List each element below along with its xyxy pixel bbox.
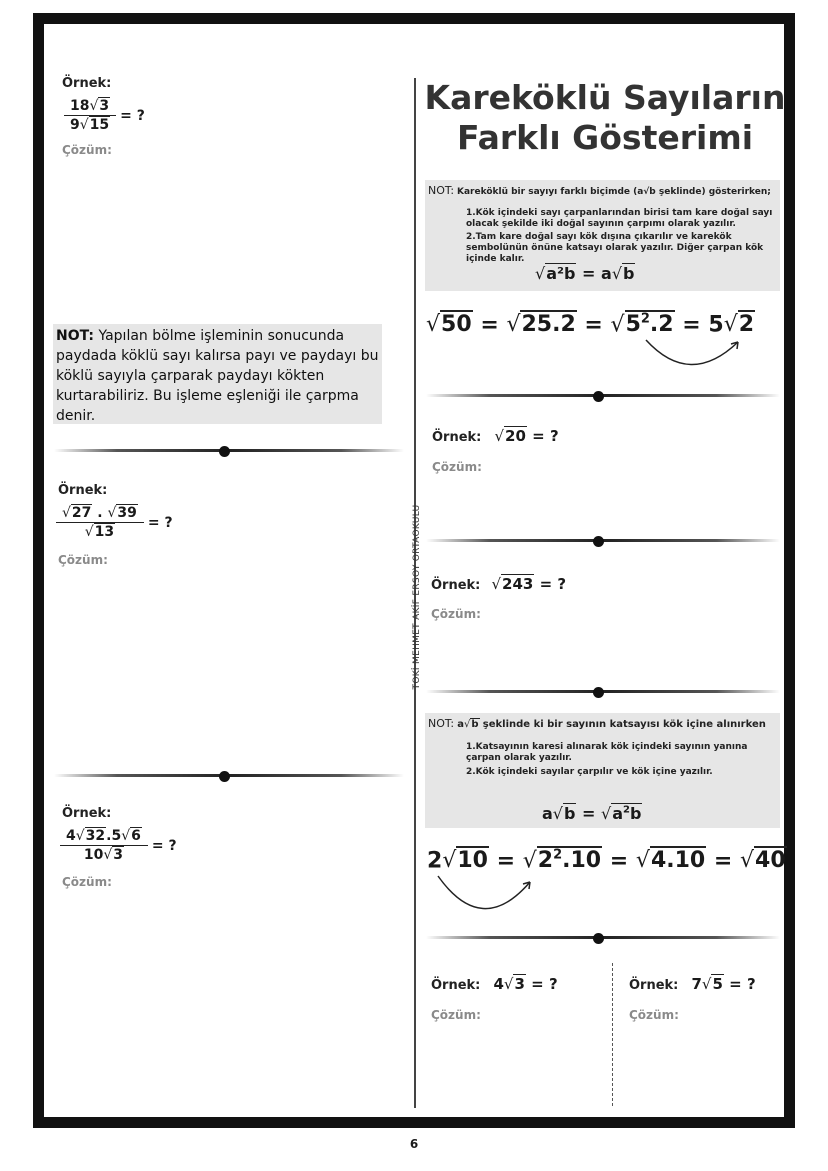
coefficient: 5: [708, 312, 724, 338]
divider-dot: [219, 446, 230, 457]
formula-equals: =: [582, 804, 596, 823]
multiply-dot: .: [97, 505, 103, 521]
divider-dot: [593, 536, 604, 547]
note-body: Yapılan bölme işleminin sonucunda paydada köklü sayı kalırsa payı ve paydayı bu köklü sayıyla çarparak paydayı kökten kurtarabiliriz. Bu işleme eşleniği ile çarpma denir.: [56, 328, 379, 424]
divider-dot: [593, 687, 604, 698]
coefficient: 4: [493, 975, 504, 993]
multiply-dot: .: [106, 828, 112, 844]
radicand: 3: [514, 975, 525, 993]
example-2-expression: $\frac{√27 . √39}{√13}$ = ?: [56, 505, 173, 540]
intro-coefficient: a: [457, 719, 465, 730]
radicand-rest: .10: [562, 848, 602, 874]
equals-question: = ?: [120, 107, 145, 124]
square-base: 5: [625, 312, 641, 338]
num-coefficient-1: 4: [66, 828, 76, 844]
equals-question: = ?: [151, 837, 177, 854]
equals-sign: =: [713, 848, 733, 874]
formula-rad: b: [623, 264, 635, 283]
example-simplify-50: $√50 = √25.2 = √5^2.2 = 5√2$: [426, 312, 755, 338]
bottom-column-divider: [612, 963, 613, 1106]
equals-sign: =: [682, 312, 701, 338]
radicand-10: 10: [457, 848, 488, 874]
den-radicand: 13: [94, 524, 115, 540]
note-intro: şeklinde ki bir sayının katsayısı kök içine alınırken: [482, 719, 766, 730]
equals-question: = ?: [729, 975, 756, 993]
coefficient: 7: [691, 975, 702, 993]
num-radicand-2: 39: [117, 505, 137, 521]
solution-label: Çözüm:: [431, 607, 481, 621]
example-label: Örnek:: [58, 483, 108, 498]
radicand: 20: [505, 427, 526, 445]
formula-equals: =: [582, 264, 596, 283]
note-head: NOT:: [428, 184, 455, 197]
solution-label: Çözüm:: [58, 553, 108, 567]
exponent: 2: [640, 312, 650, 327]
num-radicand-1: 32: [85, 828, 106, 844]
equals-question: = ?: [147, 514, 173, 531]
radicand-50: 50: [441, 312, 472, 338]
den-coefficient: 10: [83, 847, 104, 863]
num-radicand: 3: [99, 98, 110, 114]
den-coefficient: 9: [70, 117, 80, 133]
num-coefficient: 18: [70, 98, 90, 114]
example-1-expression: $\frac{18√3}{9√15}$ = ?: [64, 98, 145, 133]
formula-coefficient: a: [601, 264, 612, 283]
example-label: Örnek:: [431, 578, 481, 593]
note-head: NOT:: [428, 717, 455, 730]
equals-question: = ?: [539, 575, 567, 593]
example-3-expression: $\frac{4√32.5√6}{10√3}$ = ?: [60, 828, 177, 863]
right-note-1-item-2: 2.Tam kare doğal sayı kök dışına çıkarılır ve karekök sembolünün önüne katsayı olarak yazılır. Diğer çarpan kök içinde kalır.: [466, 232, 764, 264]
page-title: [420, 78, 790, 158]
example-label: Örnek:: [62, 806, 112, 821]
example-7sqrt5: Örnek: 7√5 = ?: [629, 975, 756, 993]
exponent: 2: [553, 848, 563, 863]
equals-sign: =: [480, 312, 499, 338]
square-base: 2: [537, 848, 554, 874]
divider-dot: [593, 391, 604, 402]
radicand-25-2: 25.2: [521, 312, 576, 338]
example-4sqrt3: Örnek: 4√3 = ?: [431, 975, 558, 993]
example-sqrt-20: Örnek: √20 = ?: [432, 427, 559, 445]
solution-label: Çözüm:: [62, 875, 112, 889]
right-note-2-intro: NOT: a√b şeklinde ki bir sayının katsayısı kök içine alınırken: [428, 717, 766, 730]
example-label: Örnek:: [432, 430, 482, 445]
solution-label: Çözüm:: [432, 460, 482, 474]
divider-dot: [219, 771, 230, 782]
formula-exponent: 2: [623, 804, 630, 816]
equals-question: = ?: [531, 975, 558, 993]
radicand: 5: [712, 975, 723, 993]
right-note-2-item-1: 1.Katsayının karesi alınarak kök içindeki sayının yanına çarpan olarak yazılır.: [466, 742, 748, 763]
radicand-rest: .2: [649, 312, 674, 338]
num-radicand-2: 6: [131, 828, 141, 844]
radicand-4-10: 4.10: [650, 848, 706, 874]
den-radicand: 3: [113, 847, 124, 863]
intro-radicand: b: [471, 719, 479, 730]
example-label: Örnek:: [431, 978, 481, 993]
move-in-arrow: [430, 872, 542, 914]
equals-sign: =: [496, 848, 516, 874]
right-note-1-intro: [428, 184, 778, 197]
page-number: 6: [409, 1137, 419, 1151]
right-note-1-formula: √a²b = a√b: [535, 264, 635, 283]
solution-label: Çözüm:: [431, 1008, 481, 1022]
right-note-2-formula: $a√b = √a^2b$: [542, 804, 642, 823]
solution-label: Çözüm:: [62, 143, 112, 157]
formula-base: a: [612, 804, 624, 823]
note-head: NOT:: [56, 328, 95, 344]
move-out-arrow: [640, 336, 750, 372]
divider-dot: [593, 933, 604, 944]
formula-rad: b: [564, 804, 576, 823]
note-intro: Kareköklü bir sayıyı farklı biçimde (a√b şeklinde) gösterirken;: [456, 187, 771, 197]
radicand: 243: [502, 575, 534, 593]
solution-label: Çözüm:: [629, 1008, 679, 1022]
school-name-vertical: TOKİ MEHMET AKİF ERSOY ORTAOKULU: [412, 504, 422, 690]
example-label: Örnek:: [629, 978, 679, 993]
right-note-1-item-1: 1.Kök içindeki sayı çarpanlarından birisi tam kare doğal sayı olacak şekilde iki doğal sayının çarpımı olarak yazılır.: [466, 208, 773, 229]
radicand-2: 2: [738, 312, 755, 338]
num-radicand-1: 27: [71, 505, 92, 521]
formula-coefficient: a: [542, 804, 553, 823]
equals-question: = ?: [532, 427, 559, 445]
example-label: Örnek:: [62, 76, 112, 91]
num-coefficient-2: 5: [111, 828, 122, 844]
example-sqrt-243: Örnek: √243 = ?: [431, 575, 567, 593]
equals-sign: =: [609, 848, 629, 874]
den-radicand: 15: [89, 117, 110, 133]
title-line-2: Farklı Gösterimi: [456, 118, 754, 157]
coefficient: 2: [427, 848, 443, 874]
formula-rest: b: [629, 804, 642, 823]
example-move-in-2sqrt10: $2√10 = √2^2.10 = √4.10 = √40$: [427, 848, 786, 874]
equals-sign: =: [584, 312, 603, 338]
formula-radicand: a²b: [546, 264, 576, 283]
left-note-text: [56, 326, 380, 426]
radicand-40: 40: [755, 848, 786, 874]
title-line-1: Kareköklü Sayıların: [424, 78, 786, 117]
right-note-2-item-2: 2.Kök içindeki sayılar çarpılır ve kök içine yazılır.: [466, 767, 713, 777]
